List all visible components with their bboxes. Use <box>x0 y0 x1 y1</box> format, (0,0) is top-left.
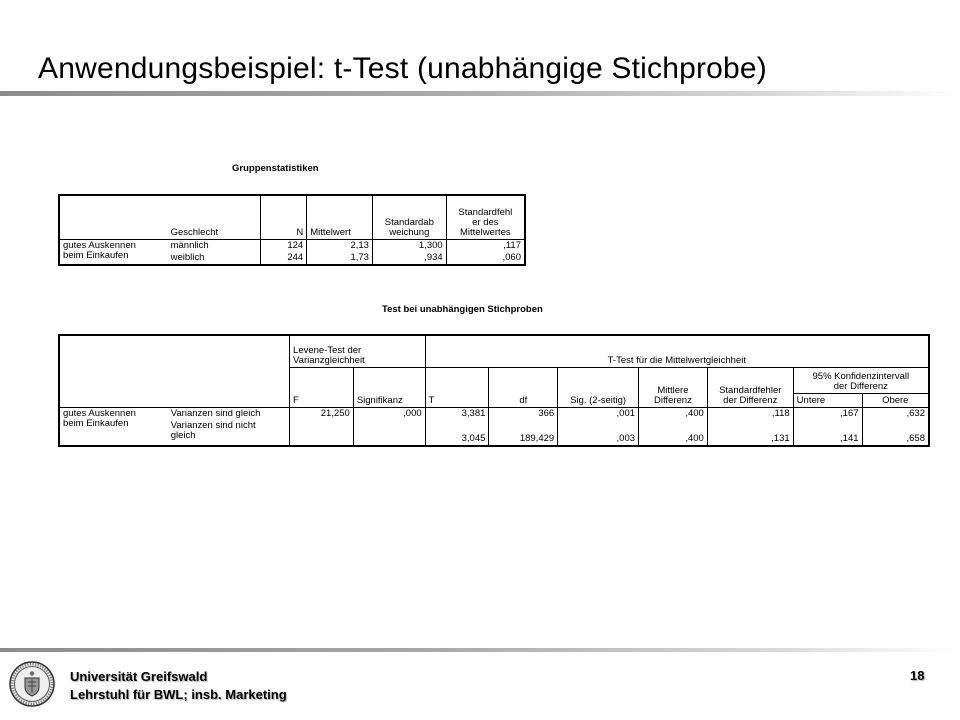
cell-sig-2-tailed: ,001 <box>558 407 639 420</box>
header-df: df <box>489 367 558 407</box>
cell-se-diff: ,118 <box>707 407 793 420</box>
cell-mean-diff: ,400 <box>639 407 708 420</box>
header-f: F <box>290 367 354 407</box>
group-stats-caption: Gruppenstatistiken <box>232 163 319 174</box>
header-se-diff: Standardfehler der Differenz <box>707 367 793 407</box>
cell-upper: ,658 <box>862 420 929 446</box>
group-label: weiblich <box>168 252 260 265</box>
cell-sd: 1,300 <box>372 239 446 252</box>
group-label: männlich <box>168 239 260 252</box>
cell-mean: 2,13 <box>307 239 373 252</box>
title-divider <box>0 91 960 96</box>
footer-affiliation <box>70 668 287 704</box>
cell-t: 3,381 <box>425 407 489 420</box>
cell-se: ,060 <box>446 252 525 265</box>
independent-test-caption: Test bei unabhängigen Stichproben <box>382 304 543 315</box>
independent-test-table <box>58 334 930 447</box>
header-t: T <box>425 367 489 407</box>
cell-sd: ,934 <box>372 252 446 265</box>
university-seal-icon <box>8 660 56 708</box>
header-n: N <box>260 195 307 239</box>
table-row <box>59 407 929 420</box>
header-levene: Levene-Test der Varianzgleichheit <box>290 335 426 367</box>
footer-divider <box>0 648 960 652</box>
header-mean: Mittelwert <box>307 195 373 239</box>
cell-mean-diff: ,400 <box>639 420 708 446</box>
header-gender: Geschlecht <box>168 195 260 239</box>
header-sig: Signifikanz <box>353 367 425 407</box>
header-se: Standardfehl er des Mittelwertes <box>446 195 525 239</box>
header-ci: 95% Konfidenzintervall der Differenz <box>793 367 929 393</box>
group-stats-table <box>58 194 526 266</box>
variable-label: gutes Auskennen beim Einkaufen <box>59 407 168 446</box>
cell-f: 21,250 <box>290 407 354 420</box>
page-number: 18 <box>910 668 925 683</box>
row-label-not-equal: Varianzen sind nicht gleich <box>168 420 290 446</box>
table-row <box>59 239 525 252</box>
footer-university: Universität Greifswald <box>70 669 208 684</box>
slide-title: Anwendungsbeispiel: t-Test (unabhängige Stichprobe) <box>38 52 767 85</box>
header-sig-2-tailed: Sig. (2-seitig) <box>558 367 639 407</box>
cell-df: 366 <box>489 407 558 420</box>
cell-n: 244 <box>260 252 307 265</box>
cell-n: 124 <box>260 239 307 252</box>
cell-mean: 1,73 <box>307 252 373 265</box>
cell-t: 3,045 <box>425 420 489 446</box>
cell-se-diff: ,131 <box>707 420 793 446</box>
cell-se: ,117 <box>446 239 525 252</box>
row-label-equal: Varianzen sind gleich <box>168 407 290 420</box>
header-sd: Standardab weichung <box>372 195 446 239</box>
cell-df: 189,429 <box>489 420 558 446</box>
cell-sig-2-tailed: ,003 <box>558 420 639 446</box>
variable-label: gutes Auskennen beim Einkaufen <box>59 239 168 265</box>
header-lower: Untere <box>793 393 862 407</box>
header-upper: Obere <box>862 393 929 407</box>
footer-chair: Lehrstuhl für BWL; insb. Marketing <box>70 687 287 702</box>
cell-lower: ,167 <box>793 407 862 420</box>
table-row <box>59 420 929 446</box>
cell-upper: ,632 <box>862 407 929 420</box>
cell-sig: ,000 <box>353 407 425 420</box>
header-mean-diff: Mittlere Differenz <box>639 367 708 407</box>
header-ttest: T-Test für die Mittelwertgleichheit <box>425 335 929 367</box>
cell-lower: ,141 <box>793 420 862 446</box>
